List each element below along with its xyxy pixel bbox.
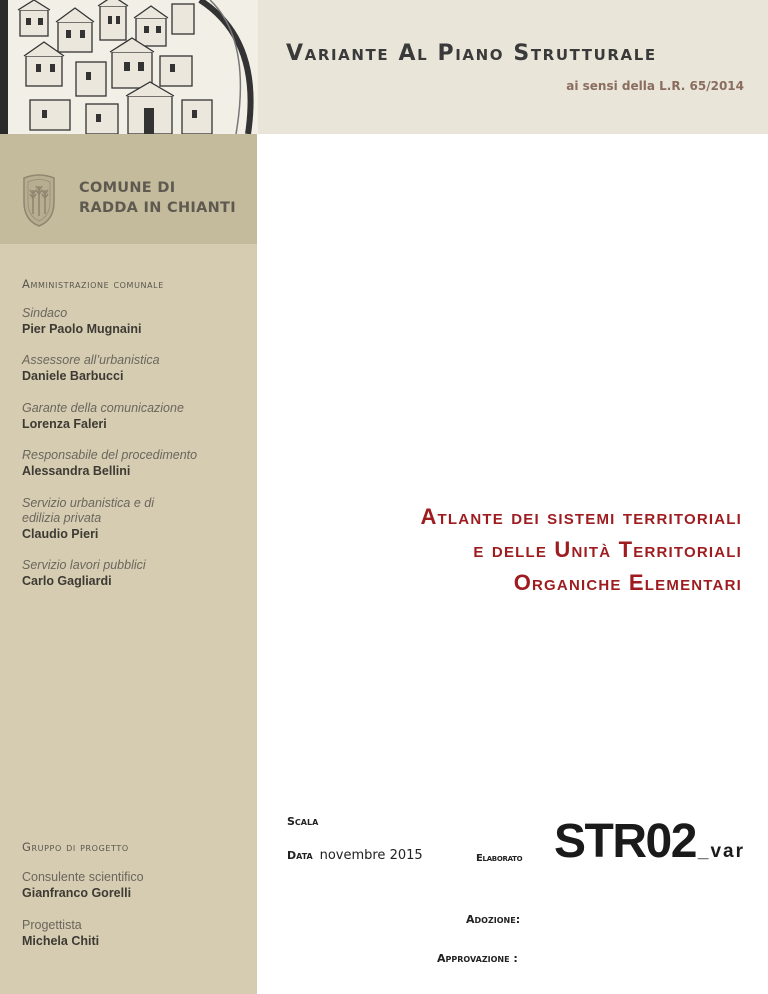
document-title-line-2: e delle Unità Territoriali [473,537,742,562]
sidebar-header [0,134,257,244]
document-code-suffix: _var [697,841,745,862]
role-label: Garante della comunicazione [22,401,184,415]
municipality-name [79,178,236,218]
legal-reference: ai sensi della L.R. 65/2014 [566,79,744,93]
person-name: Lorenza Faleri [22,417,107,431]
person-name: Gianfranco Gorelli [22,886,132,900]
role-label: Responsabile del procedimento [22,448,198,462]
date-field [287,848,423,863]
role-label: Assessore all’urbanistica [22,353,160,367]
adoption-label: Adozione: [466,913,521,926]
document-code-main: STR02 [554,815,696,868]
person-name: Daniele Barbucci [22,369,124,383]
role-label-continued: edilizia privata [22,511,102,525]
role-label: Servizio urbanistica e di [22,496,155,510]
project-group-heading: Gruppo di progetto [22,840,129,854]
role-label: Progettista [22,918,82,932]
scale-label: Scala [287,815,319,828]
person-name: Claudio Pieri [22,527,99,541]
role-label: Consulente scientifico [22,870,144,884]
date-label: Data [287,849,313,862]
elaborato-label: Elaborato [476,853,523,864]
role-label: Servizio lavori pubblici [22,558,146,572]
plan-title: Variante Al Piano Strutturale [286,41,657,66]
header-banner [0,0,768,134]
person-name: Alessandra Bellini [22,464,131,478]
approval-label: Approvazione : [437,952,518,965]
document-code [554,814,745,869]
document-title-line-3: Organiche Elementari [513,570,742,595]
administration-heading: Amministrazione comunale [22,277,164,291]
medieval-town-illustration [0,0,258,134]
role-label: Sindaco [22,306,68,320]
document-title-line-1: Atlante dei sistemi territoriali [420,504,742,529]
person-name: Pier Paolo Mugnaini [22,322,142,336]
document-title [420,500,742,599]
municipality-line-2: RADDA IN CHIANTI [79,200,236,216]
person-name: Michela Chiti [22,934,100,948]
municipality-line-1: COMUNE DI [79,180,176,196]
person-name: Carlo Gagliardi [22,574,112,588]
sidebar [0,134,257,994]
coat-of-arms-icon [18,172,60,228]
date-value: novembre 2015 [319,848,423,863]
